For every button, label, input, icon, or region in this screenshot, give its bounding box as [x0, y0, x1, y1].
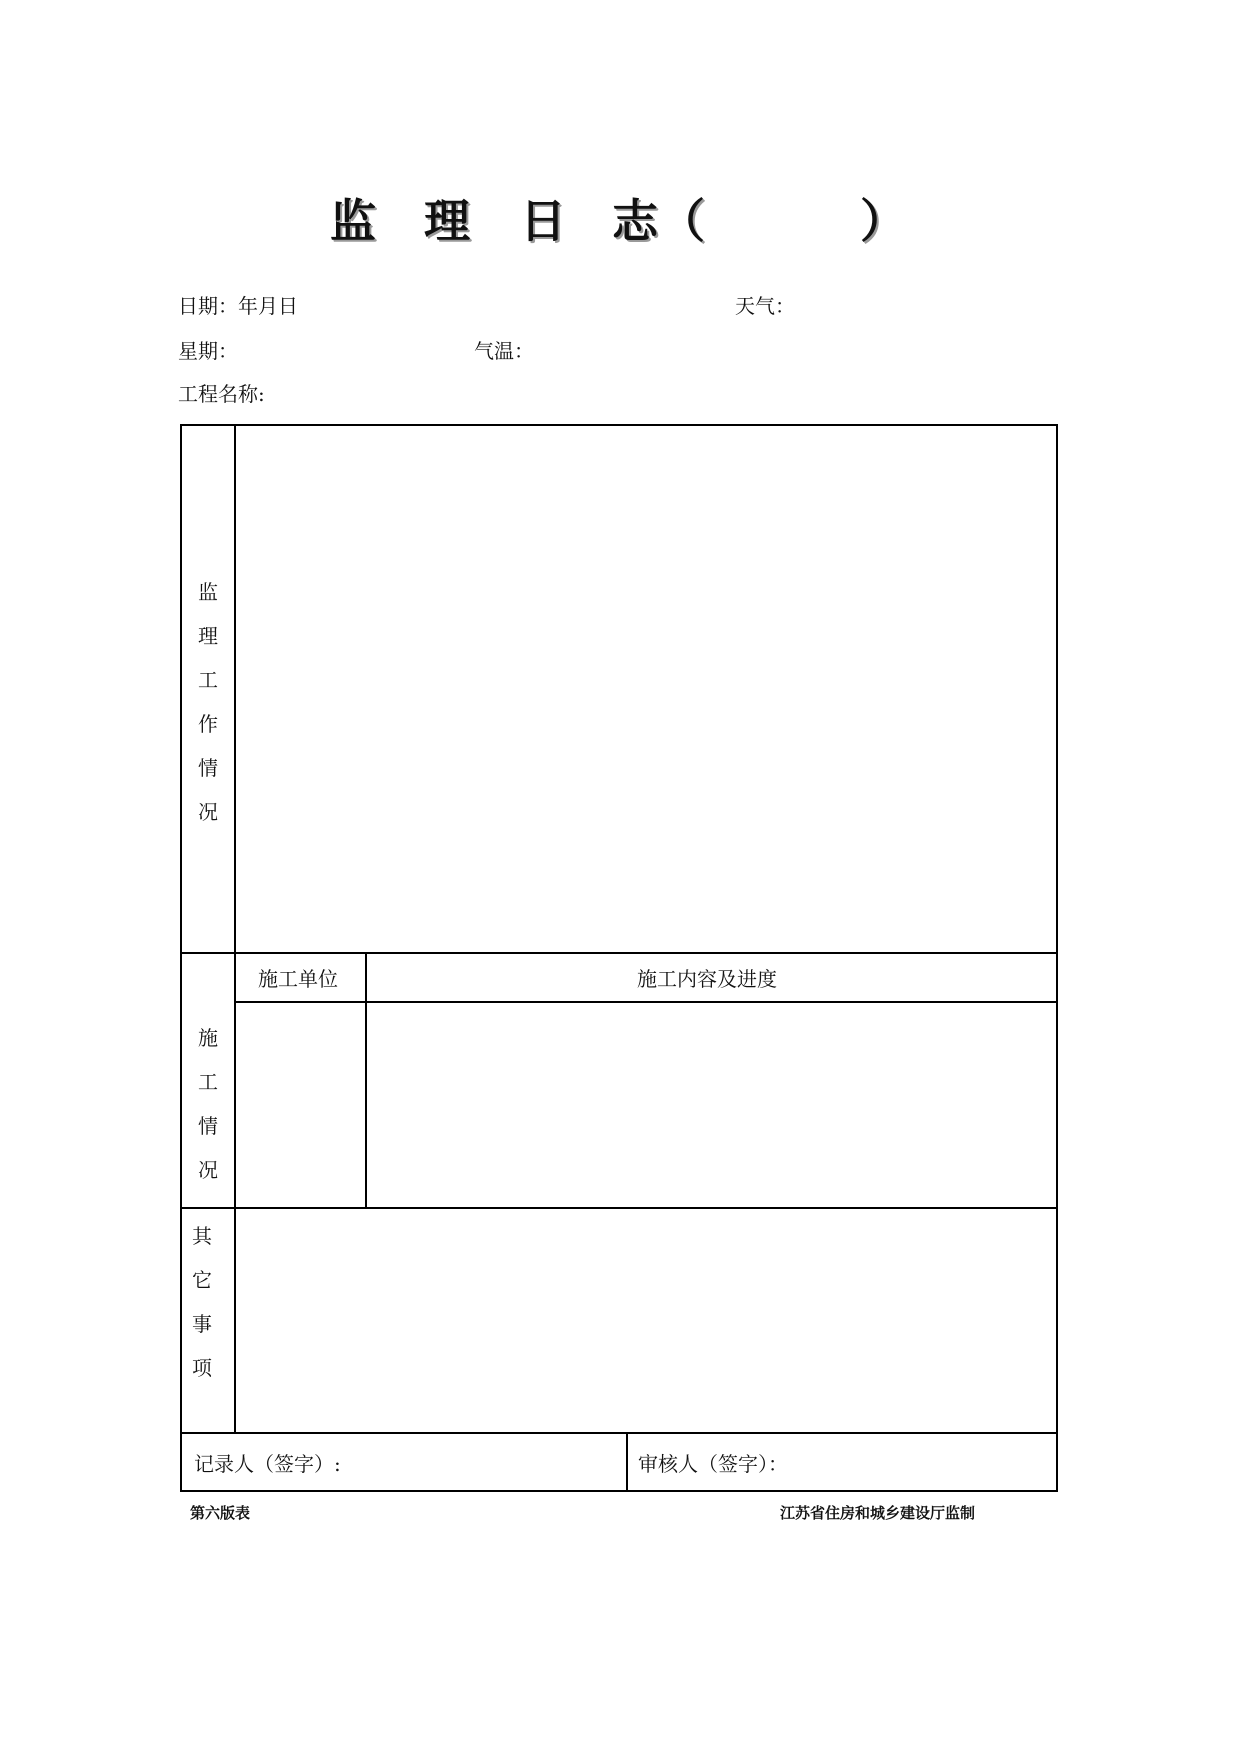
construction-content-header: 施工内容及进度	[637, 967, 777, 991]
left-column-divider	[234, 426, 236, 1432]
temperature-field: 气温：	[474, 339, 534, 363]
project-name-field: 工程名称:	[178, 382, 265, 406]
construction-unit-header: 施工单位	[258, 967, 338, 991]
construction-header-border	[234, 1001, 1058, 1003]
title-char-4: 志（	[612, 194, 706, 248]
signature-divider	[626, 1432, 628, 1492]
construction-status-label: 施 工 情 况	[198, 1026, 218, 1182]
recorder-signature-label: 记录人（签字）:	[194, 1452, 341, 1476]
construction-bottom-border	[182, 1207, 1056, 1209]
title-char-5: ）	[860, 194, 907, 248]
issuer-label: 江苏省住房和城乡建设厅监制	[780, 1504, 976, 1522]
title-char-3: 日	[520, 194, 567, 248]
supervision-work-label: 监 理 工 作 情 况	[198, 580, 218, 824]
weekday-field: 星期：	[178, 339, 238, 363]
reviewer-signature-label: 审核人（签字）：	[638, 1452, 788, 1476]
title-char-2: 理	[424, 194, 471, 248]
other-matters-label: 其 它 事 项	[192, 1224, 212, 1380]
unit-content-divider	[365, 952, 367, 1207]
supervision-bottom-border	[182, 952, 1056, 954]
edition-label: 第六版表	[190, 1504, 251, 1522]
weather-field: 天气：	[735, 294, 795, 318]
title-char-1: 监	[330, 194, 377, 248]
log-table	[180, 424, 1058, 1492]
date-field: 日期：年月日	[178, 294, 298, 318]
other-bottom-border	[182, 1432, 1056, 1434]
